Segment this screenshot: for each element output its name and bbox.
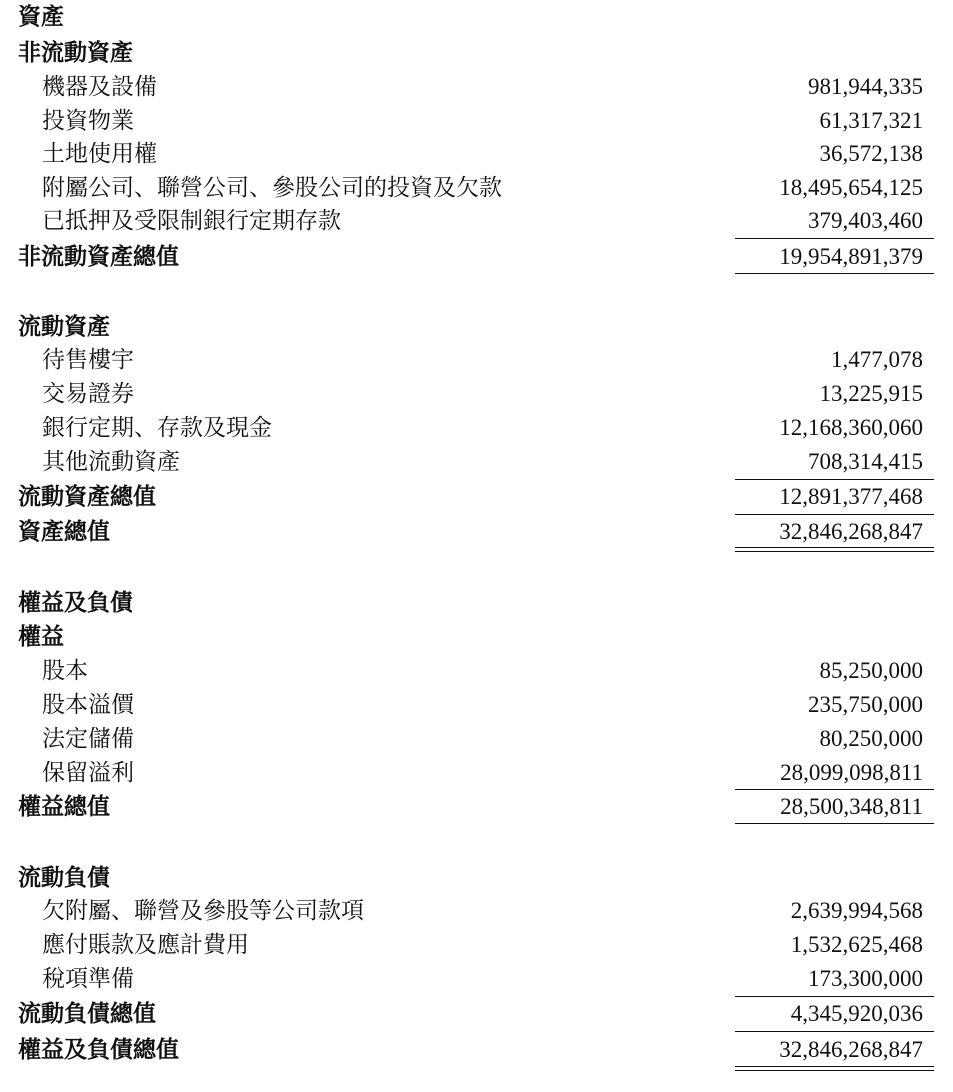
total-value: 12,891,377,468 [779, 484, 923, 509]
current-liabilities-total-row [0, 997, 953, 1031]
line-item-label: 股本溢價 [42, 692, 134, 718]
line-item-label: 已抵押及受限制銀行定期存款 [42, 208, 341, 234]
line-item-row [0, 928, 953, 962]
line-item-value: 173,300,000 [808, 966, 923, 991]
total-value: 32,846,268,847 [779, 1037, 923, 1062]
total-label: 流動資產總值 [18, 484, 156, 510]
line-item-value: 18,495,654,125 [779, 175, 923, 200]
non-current-assets-heading-row [0, 36, 953, 70]
current-assets-total-row [0, 480, 953, 514]
line-item-value: 708,314,415 [808, 449, 923, 474]
line-item-row [0, 377, 953, 411]
line-item-value: 61,317,321 [819, 108, 923, 133]
line-item-label: 法定儲備 [42, 726, 134, 752]
line-item-row [0, 137, 953, 171]
total-label: 資產總值 [18, 519, 110, 545]
line-item-row [0, 962, 953, 996]
line-item-label: 保留溢利 [42, 760, 134, 786]
line-item-row [0, 204, 953, 238]
line-item-row [0, 70, 953, 104]
line-item-label: 投資物業 [42, 108, 134, 134]
line-item-row [0, 894, 953, 928]
line-item-label: 土地使用權 [42, 141, 157, 167]
subtotal-rule [735, 1031, 934, 1032]
total-label: 權益及負債總值 [18, 1037, 179, 1063]
line-item-value: 85,250,000 [819, 658, 923, 683]
line-item-value: 1,532,625,468 [790, 932, 923, 957]
line-item-row [0, 722, 953, 756]
line-item-value: 36,572,138 [819, 141, 923, 166]
line-item-value: 13,225,915 [819, 381, 923, 406]
total-value: 19,954,891,379 [779, 244, 923, 269]
line-item-value: 1,477,078 [831, 347, 923, 372]
current-assets-heading-row [0, 310, 953, 344]
line-item-label: 待售樓宇 [42, 347, 134, 373]
non-current-assets-heading: 非流動資產 [18, 40, 133, 66]
line-item-row [0, 171, 953, 205]
line-item-value: 80,250,000 [819, 726, 923, 751]
equity-heading: 權益 [18, 624, 64, 650]
total-label: 非流動資產總值 [18, 244, 179, 270]
line-item-label: 股本 [42, 658, 88, 684]
line-item-row [0, 343, 953, 377]
line-item-row [0, 756, 953, 790]
assets-total-row [0, 515, 953, 549]
line-item-row [0, 411, 953, 445]
line-item-label: 欠附屬、聯營及參股等公司款項 [42, 898, 364, 924]
total-label: 流動負債總值 [18, 1001, 156, 1027]
line-item-row [0, 688, 953, 722]
subtotal-rule [735, 238, 934, 239]
total-rule [735, 273, 934, 274]
equity-liabilities-title: 權益及負債 [18, 590, 133, 616]
line-item-label: 附屬公司、聯營公司、參股公司的投資及欠款 [42, 175, 502, 201]
line-item-row [0, 104, 953, 138]
current-liabilities-heading-row [0, 861, 953, 895]
line-item-label: 其他流動資產 [42, 449, 180, 475]
line-item-value: 2,639,994,568 [790, 898, 923, 923]
equity-heading-row [0, 620, 953, 654]
line-item-value: 379,403,460 [808, 208, 923, 233]
equity-total-row [0, 790, 953, 824]
total-label: 權益總值 [18, 794, 110, 820]
grand-total-double-rule [735, 1066, 934, 1071]
assets-title: 資產 [18, 4, 64, 30]
line-item-value: 28,099,098,811 [780, 760, 923, 785]
current-liabilities-heading: 流動負債 [18, 865, 110, 891]
non-current-assets-total-row [0, 240, 953, 274]
line-item-value: 12,168,360,060 [779, 415, 923, 440]
line-item-value: 235,750,000 [808, 692, 923, 717]
line-item-row [0, 654, 953, 688]
equity-liabilities-title-row [0, 586, 953, 620]
total-value: 4,345,920,036 [790, 1001, 923, 1026]
total-value: 28,500,348,811 [780, 794, 923, 819]
line-item-label: 交易證券 [42, 381, 134, 407]
assets-title-row [0, 0, 953, 34]
total-rule [735, 823, 934, 824]
equity-liabilities-total-row [0, 1033, 953, 1067]
line-item-row [0, 445, 953, 479]
current-assets-heading: 流動資產 [18, 314, 110, 340]
line-item-label: 稅項準備 [42, 966, 134, 992]
line-item-value: 981,944,335 [808, 74, 923, 99]
line-item-label: 機器及設備 [42, 74, 157, 100]
total-value: 32,846,268,847 [779, 519, 923, 544]
line-item-label: 銀行定期、存款及現金 [42, 415, 272, 441]
line-item-label: 應付賬款及應計費用 [42, 932, 249, 958]
grand-total-double-rule [735, 547, 934, 552]
